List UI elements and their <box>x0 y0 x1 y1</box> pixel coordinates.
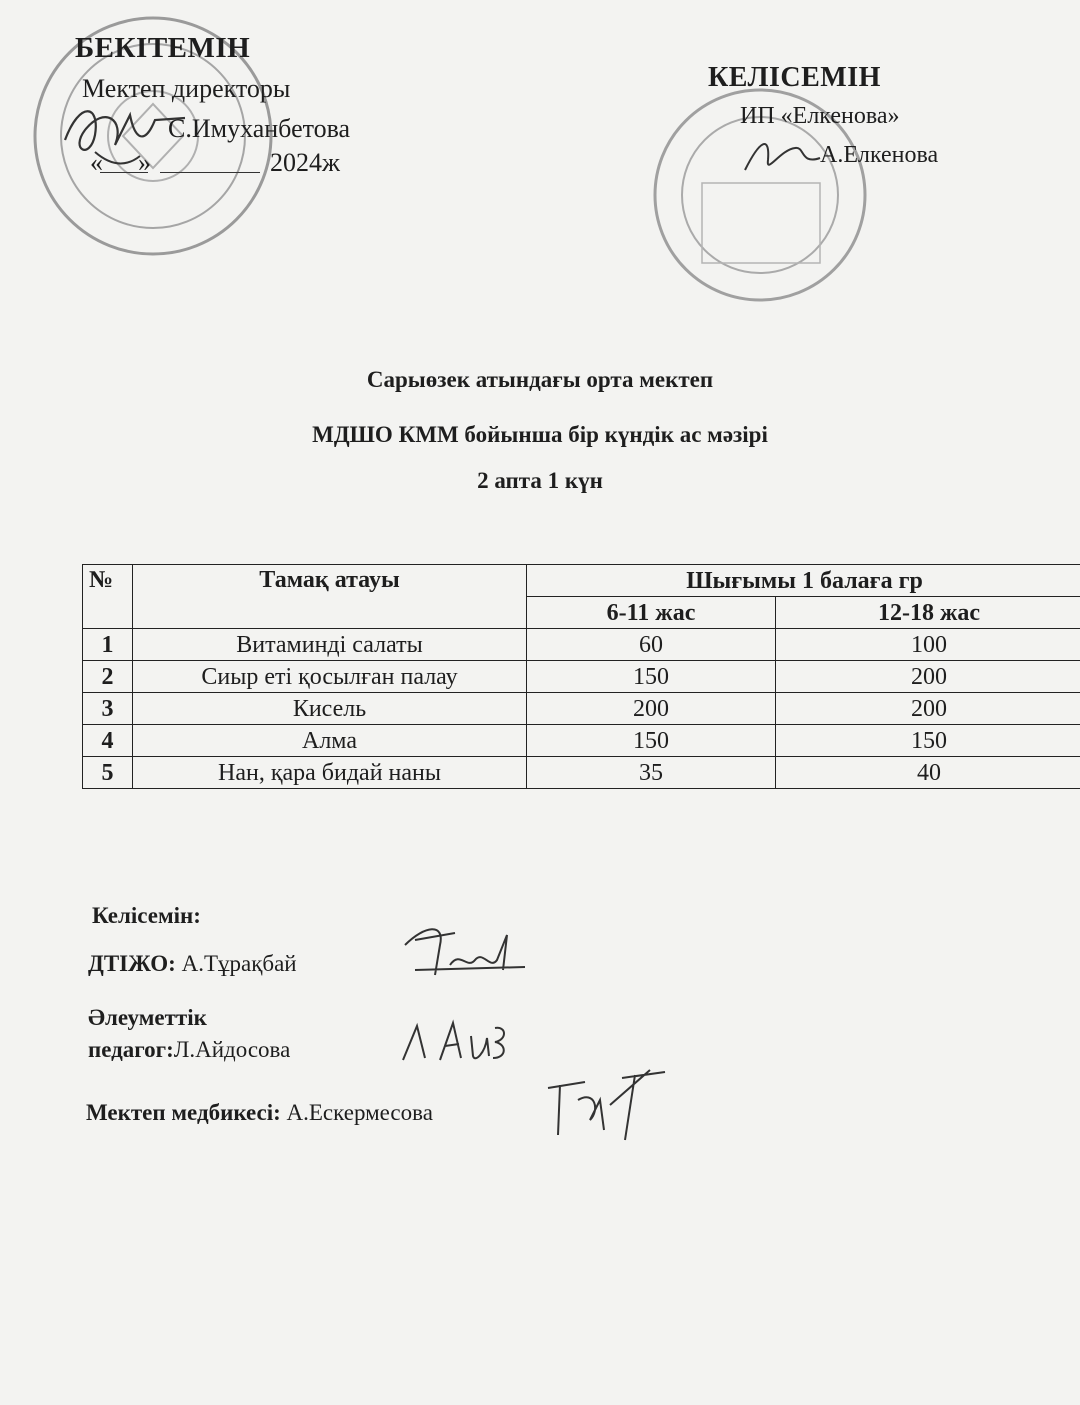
social-label-1: Әлеуметтік <box>88 1005 207 1030</box>
dish-name: Нан, қара бидай наны <box>133 757 527 789</box>
table-row <box>83 629 1080 661</box>
menu-day: 2 апта 1 күн <box>477 468 603 493</box>
table-row <box>83 757 1080 789</box>
director-position: Мектеп директоры <box>82 74 291 103</box>
nurse-line <box>86 1100 433 1126</box>
portion-12-18: 150 <box>776 725 1080 757</box>
dtizho-label: ДТІЖО: <box>88 951 176 976</box>
social-name: Л.Айдосова <box>173 1037 291 1062</box>
approve-year: 2024ж <box>270 148 340 177</box>
portion-6-11: 150 <box>527 725 776 757</box>
director-name: С.Имуханбетова <box>168 114 351 143</box>
portion-6-11: 60 <box>527 629 776 661</box>
row-number: 2 <box>83 661 133 693</box>
date-close-quote: » <box>138 148 151 177</box>
agreed-label: Келісемін: <box>92 903 201 928</box>
menu-table <box>82 564 1080 789</box>
portion-6-11: 150 <box>527 661 776 693</box>
social-label-2: педагог: <box>88 1037 174 1062</box>
nurse-name: А.Ескермесова <box>286 1100 433 1125</box>
director-signature <box>55 90 195 180</box>
row-number: 4 <box>83 725 133 757</box>
social-signature <box>395 1008 515 1068</box>
dish-name: Сиыр еті қосылған палау <box>133 661 527 693</box>
menu-title: МДШО КММ бойынша бір күндік ас мәзірі <box>312 422 768 447</box>
portion-12-18: 200 <box>776 693 1080 725</box>
row-number: 1 <box>83 629 133 661</box>
dish-name: Кисель <box>133 693 527 725</box>
portion-12-18: 200 <box>776 661 1080 693</box>
school-name: Сарыөзек атындағы орта мектеп <box>366 367 714 392</box>
nurse-label: Мектеп медбикесі: <box>86 1100 281 1125</box>
date-open-quote: « <box>90 148 103 177</box>
col-yield-header: Шығымы 1 балаға гр <box>527 565 1080 597</box>
col-age-6-11-header: 6-11 жас <box>527 597 776 629</box>
ip-signature <box>740 130 830 180</box>
dtizho-name: А.Тұрақбай <box>181 951 297 976</box>
agree-org: ИП «Елкенова» <box>740 103 900 129</box>
agree-name: А.Елкенова <box>820 142 939 168</box>
dish-name: Алма <box>133 725 527 757</box>
portion-6-11: 200 <box>527 693 776 725</box>
nurse-signature <box>540 1060 670 1145</box>
dish-name: Витаминді салаты <box>133 629 527 661</box>
row-number: 3 <box>83 693 133 725</box>
portion-12-18: 40 <box>776 757 1080 789</box>
approve-title: БЕКІТЕМІН <box>75 32 251 64</box>
dtizho-signature <box>395 915 530 990</box>
row-number: 5 <box>83 757 133 789</box>
table-row <box>83 725 1080 757</box>
col-age-12-18-header: 12-18 жас <box>776 597 1080 629</box>
dtizho-line <box>88 951 297 977</box>
col-name-header: Тамақ атауы <box>133 565 527 629</box>
agree-title: КЕЛІСЕМІН <box>708 62 881 93</box>
portion-12-18: 100 <box>776 629 1080 661</box>
table-row <box>83 693 1080 725</box>
portion-6-11: 35 <box>527 757 776 789</box>
table-row <box>83 661 1080 693</box>
social-line <box>88 1037 290 1063</box>
col-number-header: № <box>83 565 133 629</box>
